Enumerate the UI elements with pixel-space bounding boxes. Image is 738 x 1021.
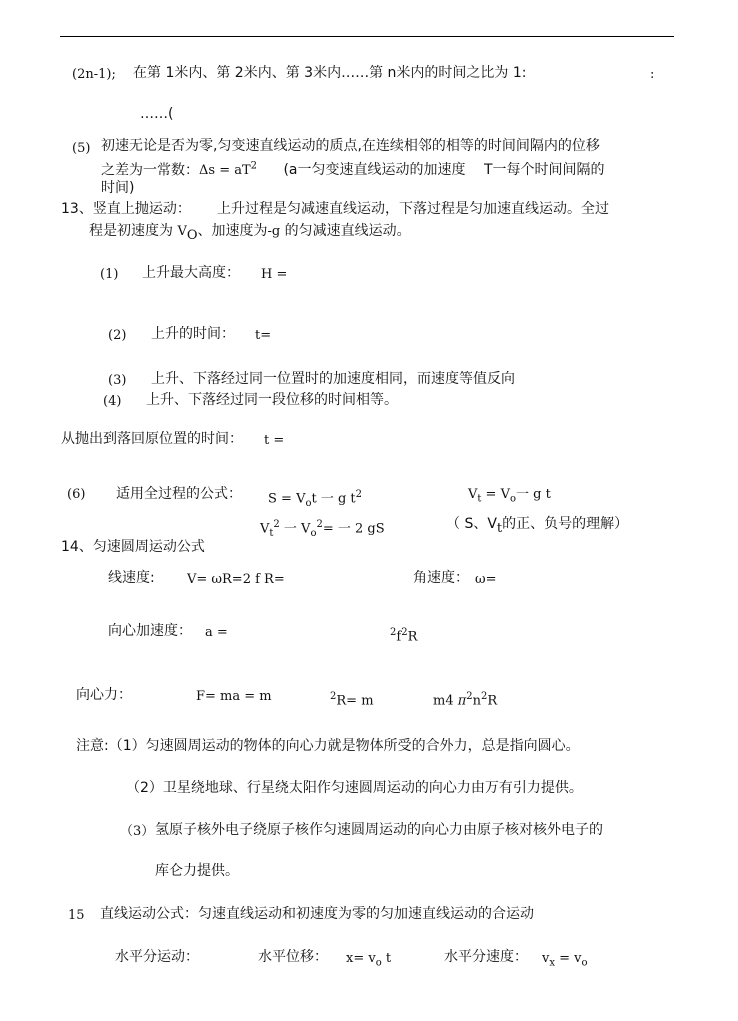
item-5-number: (5) <box>72 141 91 156</box>
hv-a: v <box>542 951 550 966</box>
f3-b: 一 V <box>279 521 311 537</box>
ratio-continuation: ……( <box>140 106 174 122</box>
acc-pre-sup: 2 <box>390 627 397 638</box>
pi-symbol: π <box>457 693 467 709</box>
item-6-number: (6) <box>67 487 86 502</box>
ratio-text: 在第 1米内、第 2米内、第 3米内……第 n米内的时间之比为 1: <box>133 65 527 81</box>
horizontal-velocity-formula <box>542 950 588 973</box>
horizontal-displacement-formula <box>346 950 391 973</box>
item-2-text: 上升的时间： <box>151 326 235 342</box>
displacement-formula <box>268 486 362 513</box>
force-r-m: R= m <box>336 693 374 709</box>
item-6-text: 适用全过程的公式： <box>116 486 242 502</box>
section-13-line2 <box>89 222 411 245</box>
s13-text-a: 程是初速度为 <box>89 223 178 239</box>
f2-c: 一 g t <box>516 487 551 502</box>
section-15-text: 直线运动公式：匀速直线运动和初速度为零的匀加速直线运动的合运动 <box>100 906 534 922</box>
round-trip-text: 从抛出到落回原位置的时间： <box>61 431 243 447</box>
ratio-colon: : <box>650 67 655 82</box>
horizontal-velocity-label: 水平分速度： <box>444 949 528 965</box>
round-trip-formula: t = <box>264 433 285 448</box>
section-14-title: 14、匀速圆周运动公式 <box>61 539 205 555</box>
item-5-line2 <box>101 158 605 180</box>
centripetal-force-label: 向心力： <box>76 687 132 703</box>
note-2: （2）卫星绕地球、行星绕太阳作匀速圆周运动的向心力由万有引力提供。 <box>126 780 583 796</box>
force-n: n <box>472 693 482 709</box>
f1-sub: o <box>305 497 312 509</box>
note-3: 氢原子核外电子绕原子核作匀速圆周运动的向心力由原子核对核外电子的 <box>155 822 603 838</box>
header-rule <box>60 36 674 37</box>
hv-sub: x <box>549 957 555 969</box>
note-3-continued: 库仑力提供。 <box>155 863 239 879</box>
item-3-text: 上升、下落经过同一位置时的加速度相同，而速度等值反向 <box>151 371 515 387</box>
centripetal-acc-formula: a = <box>205 625 228 640</box>
sign-note-a: （ S、V <box>446 516 497 532</box>
hv-b: = v <box>555 951 582 966</box>
ratio-prefix: (2n-1); <box>72 67 116 82</box>
v0-subscript: O <box>186 227 198 243</box>
sign-note <box>446 515 628 538</box>
f2-sub: t <box>477 493 482 505</box>
item-1-number: (1) <box>100 267 119 282</box>
angular-speed-formula: ω= <box>475 572 497 587</box>
n-sup: 2 <box>481 691 488 702</box>
linear-speed-formula: V= ωR=2 f R= <box>187 572 285 587</box>
horizontal-motion-label: 水平分运动： <box>115 949 199 965</box>
acc-f: f <box>396 629 402 645</box>
sign-note-sub: t <box>496 520 503 536</box>
hx-a: x= v <box>346 951 376 966</box>
f3-a: V <box>260 521 270 537</box>
section-15-number: 15 <box>68 908 85 923</box>
centripetal-acc-label: 向心加速度： <box>108 623 192 639</box>
velocity-formula <box>468 486 551 509</box>
f2-b: = V <box>481 487 510 502</box>
linear-speed-label: 线速度: <box>108 570 155 586</box>
f1-sup: 2 <box>355 489 363 500</box>
force-r: R <box>487 693 498 709</box>
item-4-number: (4) <box>103 394 122 409</box>
section-13-text: 上升过程是匀减速直线运动，下落过程是匀加速直线运动。全过 <box>217 201 609 217</box>
item-2-formula: t= <box>255 328 272 343</box>
f3-sup2: 2 <box>316 519 323 530</box>
f1-a: S = V <box>268 491 306 507</box>
item-1-formula: H = <box>261 267 288 282</box>
item-5-text: 之差为一常数： <box>101 162 199 179</box>
f3-sub2: o <box>310 527 317 539</box>
force-formula-2 <box>330 688 374 710</box>
item-4-text: 上升、下落经过同一段位移的时间相等。 <box>146 392 398 408</box>
f3-sub: t <box>269 527 274 539</box>
formula-exponent: 2 <box>250 161 258 172</box>
f2-a: V <box>468 487 478 502</box>
minus-g: -g <box>267 224 281 239</box>
item-5-note-a: (a一匀变速直线运动的加速度 <box>283 162 466 179</box>
item-1-text: 上升最大高度： <box>142 265 240 281</box>
hx-b: t <box>381 951 392 966</box>
delta-s-formula: Δs = aT <box>199 163 251 179</box>
hx-sub: o <box>375 957 382 969</box>
item-5-line3: 时间) <box>101 180 135 196</box>
horizontal-displacement-label: 水平位移： <box>258 949 328 965</box>
section-13-title: 13、竖直上抛运动： <box>61 201 191 217</box>
velocity-squared-formula <box>260 516 385 543</box>
f3-c: = 一 2 gS <box>322 521 385 537</box>
s13-text-c: 的匀减速直线运动。 <box>280 223 411 239</box>
f1-b: t 一 g t <box>311 491 356 507</box>
v0-symbol: V <box>177 224 187 239</box>
item-5-line1: 初速无论是否为零,匀变速直线运动的质点,在连续相邻的相等的时间间隔内的位移 <box>101 138 600 154</box>
force-formula-3 <box>433 688 497 710</box>
acc-f-sup: 2 <box>401 627 408 638</box>
acc-r: R <box>407 629 418 645</box>
centripetal-acc-tail <box>390 624 417 646</box>
force-sup: 2 <box>330 691 337 702</box>
hv-sub2: o <box>581 957 588 969</box>
angular-speed-label: 角速度： <box>413 570 469 586</box>
pi-sup: 2 <box>466 691 473 702</box>
note-1: 注意:（1）匀速圆周运动的物体的向心力就是物体所受的合外力，总是指向圆心。 <box>76 738 580 754</box>
force-m4: m4 <box>433 693 458 709</box>
f3-sup: 2 <box>273 519 280 530</box>
force-formula-1: F= ma = m <box>196 689 272 704</box>
item-2-number: (2) <box>108 328 127 343</box>
item-5-note-t: T一每个时间间隔的 <box>483 162 605 179</box>
item-3-number: (3) <box>108 373 127 388</box>
s13-text-b: 、加速度为 <box>197 223 268 239</box>
sign-note-b: 的正、负号的理解） <box>502 516 629 532</box>
note-3-number: （3） <box>120 824 155 839</box>
item-5-formula <box>199 163 257 178</box>
f2-sub2: o <box>509 493 516 505</box>
